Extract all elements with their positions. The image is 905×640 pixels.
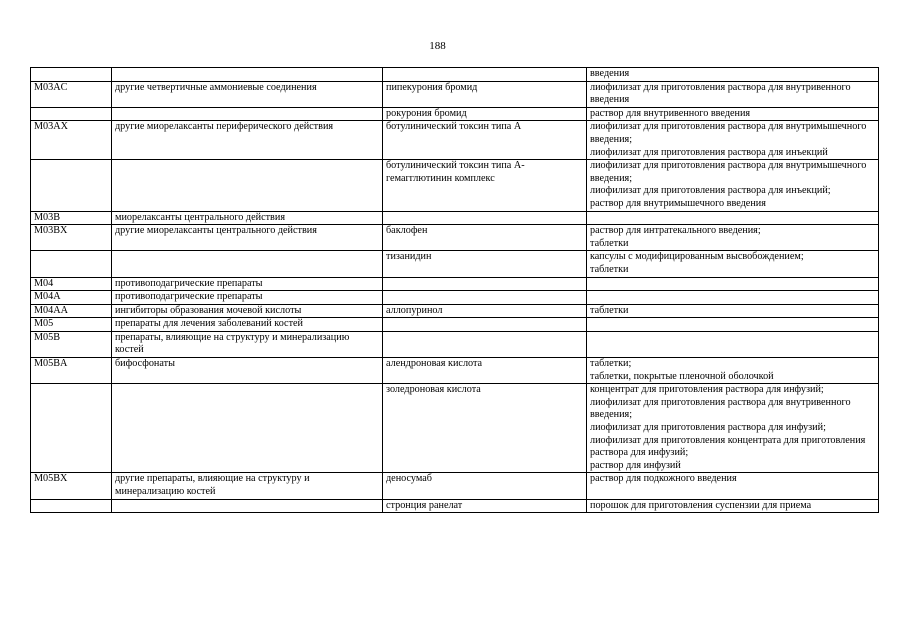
dosage-form-cell — [587, 107, 879, 121]
drug-name-cell — [383, 68, 587, 82]
atc-code-cell — [31, 68, 112, 82]
group-name-cell: другие миорелаксанты периферического действия — [112, 121, 383, 160]
table-row — [31, 121, 879, 160]
table-row — [31, 160, 879, 211]
dosage-form-cell — [587, 331, 879, 357]
table-row — [31, 291, 879, 305]
dosage-form-cell — [587, 318, 879, 332]
group-name-cell: ингибиторы образования мочевой кислоты — [112, 304, 383, 318]
dosage-form-line: таблетки — [590, 263, 629, 275]
dosage-form-cell — [587, 277, 879, 291]
table-row — [31, 331, 879, 357]
table-row — [31, 384, 879, 473]
atc-code-cell — [31, 160, 112, 211]
group-name-cell: препараты, влияющие на структуру и минерализацию костей — [112, 331, 383, 357]
dosage-form-cell — [587, 121, 879, 160]
dosage-form-line: таблетки, покрытые пленочной оболочкой — [590, 370, 774, 382]
table-row — [31, 225, 879, 251]
dosage-form-cell — [587, 160, 879, 211]
dosage-form-line: лиофилизат для приготовления раствора для внутривенного введения; — [590, 396, 851, 421]
dosage-form-line: таблетки; — [590, 358, 632, 370]
table-row — [31, 358, 879, 384]
dosage-form-cell — [587, 304, 879, 318]
atc-code-cell: M05BX — [31, 473, 112, 499]
atc-code-cell: M03BX — [31, 225, 112, 251]
drug-name-cell: тизанидин — [383, 251, 587, 277]
table-row — [31, 499, 879, 513]
atc-code-cell — [31, 384, 112, 473]
dosage-form-line: таблетки — [590, 304, 629, 316]
atc-code-cell: M05BA — [31, 358, 112, 384]
dosage-form-line: лиофилизат для приготовления концентрата для приготовления раствора для инфузий; — [590, 434, 866, 459]
dosage-form-line: лиофилизат для приготовления раствора для инъекций; — [590, 185, 831, 197]
atc-code-cell: M05 — [31, 318, 112, 332]
atc-code-cell — [31, 107, 112, 121]
atc-code-cell: M03AX — [31, 121, 112, 160]
dosage-form-cell — [587, 251, 879, 277]
drug-name-cell: ботулинический токсин типа A — [383, 121, 587, 160]
drug-name-cell: пипекурония бромид — [383, 81, 587, 107]
drug-name-cell — [383, 318, 587, 332]
dosage-form-cell — [587, 225, 879, 251]
drug-name-cell — [383, 211, 587, 225]
dosage-form-line: раствор для внутривенного введения — [590, 107, 751, 119]
dosage-form-line: лиофилизат для приготовления раствора для внутривенного введения — [590, 81, 851, 106]
atc-code-cell: M03B — [31, 211, 112, 225]
dosage-form-line: концентрат для приготовления раствора для инфузий; — [590, 384, 824, 396]
drug-name-cell — [383, 277, 587, 291]
atc-code-cell — [31, 251, 112, 277]
group-name-cell — [112, 160, 383, 211]
atc-code-cell: M05B — [31, 331, 112, 357]
group-name-cell — [112, 499, 383, 513]
drug-name-cell: деносумаб — [383, 473, 587, 499]
dosage-form-line: раствор для интратекального введения; — [590, 225, 761, 237]
dosage-form-line: раствор для инфузий — [590, 459, 681, 471]
table-row — [31, 211, 879, 225]
drug-name-cell: золедроновая кислота — [383, 384, 587, 473]
group-name-cell — [112, 251, 383, 277]
group-name-cell — [112, 384, 383, 473]
atc-code-cell — [31, 499, 112, 513]
group-name-cell — [112, 107, 383, 121]
dosage-form-line: лиофилизат для приготовления раствора для инфузий; — [590, 422, 826, 434]
atc-code-cell: M04A — [31, 291, 112, 305]
dosage-form-cell — [587, 499, 879, 513]
table-row — [31, 318, 879, 332]
dosage-form-line: капсулы с модифицированным высвобождением; — [590, 251, 804, 263]
group-name-cell: миорелаксанты центрального действия — [112, 211, 383, 225]
drug-name-cell: рокурония бромид — [383, 107, 587, 121]
group-name-cell: противоподагрические препараты — [112, 291, 383, 305]
table-row — [31, 304, 879, 318]
table-row — [31, 81, 879, 107]
table-row — [31, 251, 879, 277]
dosage-form-cell — [587, 291, 879, 305]
atc-code-cell: M04AA — [31, 304, 112, 318]
dosage-form-line: лиофилизат для приготовления раствора для внутримышечного введения; — [590, 121, 867, 145]
group-name-cell: другие четвертичные аммониевые соединения — [112, 81, 383, 107]
drug-name-cell: ботулинический токсин типа A-гемагглютинин комплекс — [383, 160, 587, 211]
dosage-form-cell — [587, 358, 879, 384]
dosage-form-line: раствор для внутримышечного введения — [590, 197, 766, 209]
drug-name-cell: аллопуринол — [383, 304, 587, 318]
group-name-cell: другие препараты, влияющие на структуру и минерализацию костей — [112, 473, 383, 499]
group-name-cell: препараты для лечения заболеваний костей — [112, 318, 383, 332]
drug-name-cell: алендроновая кислота — [383, 358, 587, 384]
atc-code-cell: M04 — [31, 277, 112, 291]
dosage-form-cell — [587, 68, 879, 82]
group-name-cell: другие миорелаксанты центрального действия — [112, 225, 383, 251]
dosage-form-line: введения — [590, 68, 630, 79]
drug-name-cell: баклофен — [383, 225, 587, 251]
table-row — [31, 277, 879, 291]
dosage-form-cell — [587, 211, 879, 225]
dosage-form-cell — [587, 384, 879, 473]
dosage-form-line: таблетки — [590, 237, 629, 249]
dosage-form-line: порошок для приготовления суспензии для приема — [590, 499, 812, 511]
table-row — [31, 473, 879, 499]
table-body — [31, 68, 879, 513]
group-name-cell: бифосфонаты — [112, 358, 383, 384]
dosage-form-line: лиофилизат для приготовления раствора для внутримышечного введения; — [590, 160, 867, 184]
dosage-form-line: лиофилизат для приготовления раствора для инъекций — [590, 146, 828, 158]
drug-name-cell — [383, 331, 587, 357]
table-row — [31, 68, 879, 82]
table-row — [31, 107, 879, 121]
atc-code-cell: M03AC — [31, 81, 112, 107]
drug-name-cell: стронция ранелат — [383, 499, 587, 513]
dosage-form-cell — [587, 473, 879, 499]
dosage-form-cell — [587, 81, 879, 107]
page-number: 188 — [429, 40, 446, 52]
drug-name-cell — [383, 291, 587, 305]
drug-classification-table — [30, 67, 879, 513]
dosage-form-line: раствор для подкожного введения — [590, 473, 737, 485]
group-name-cell: противоподагрические препараты — [112, 277, 383, 291]
group-name-cell — [112, 68, 383, 82]
